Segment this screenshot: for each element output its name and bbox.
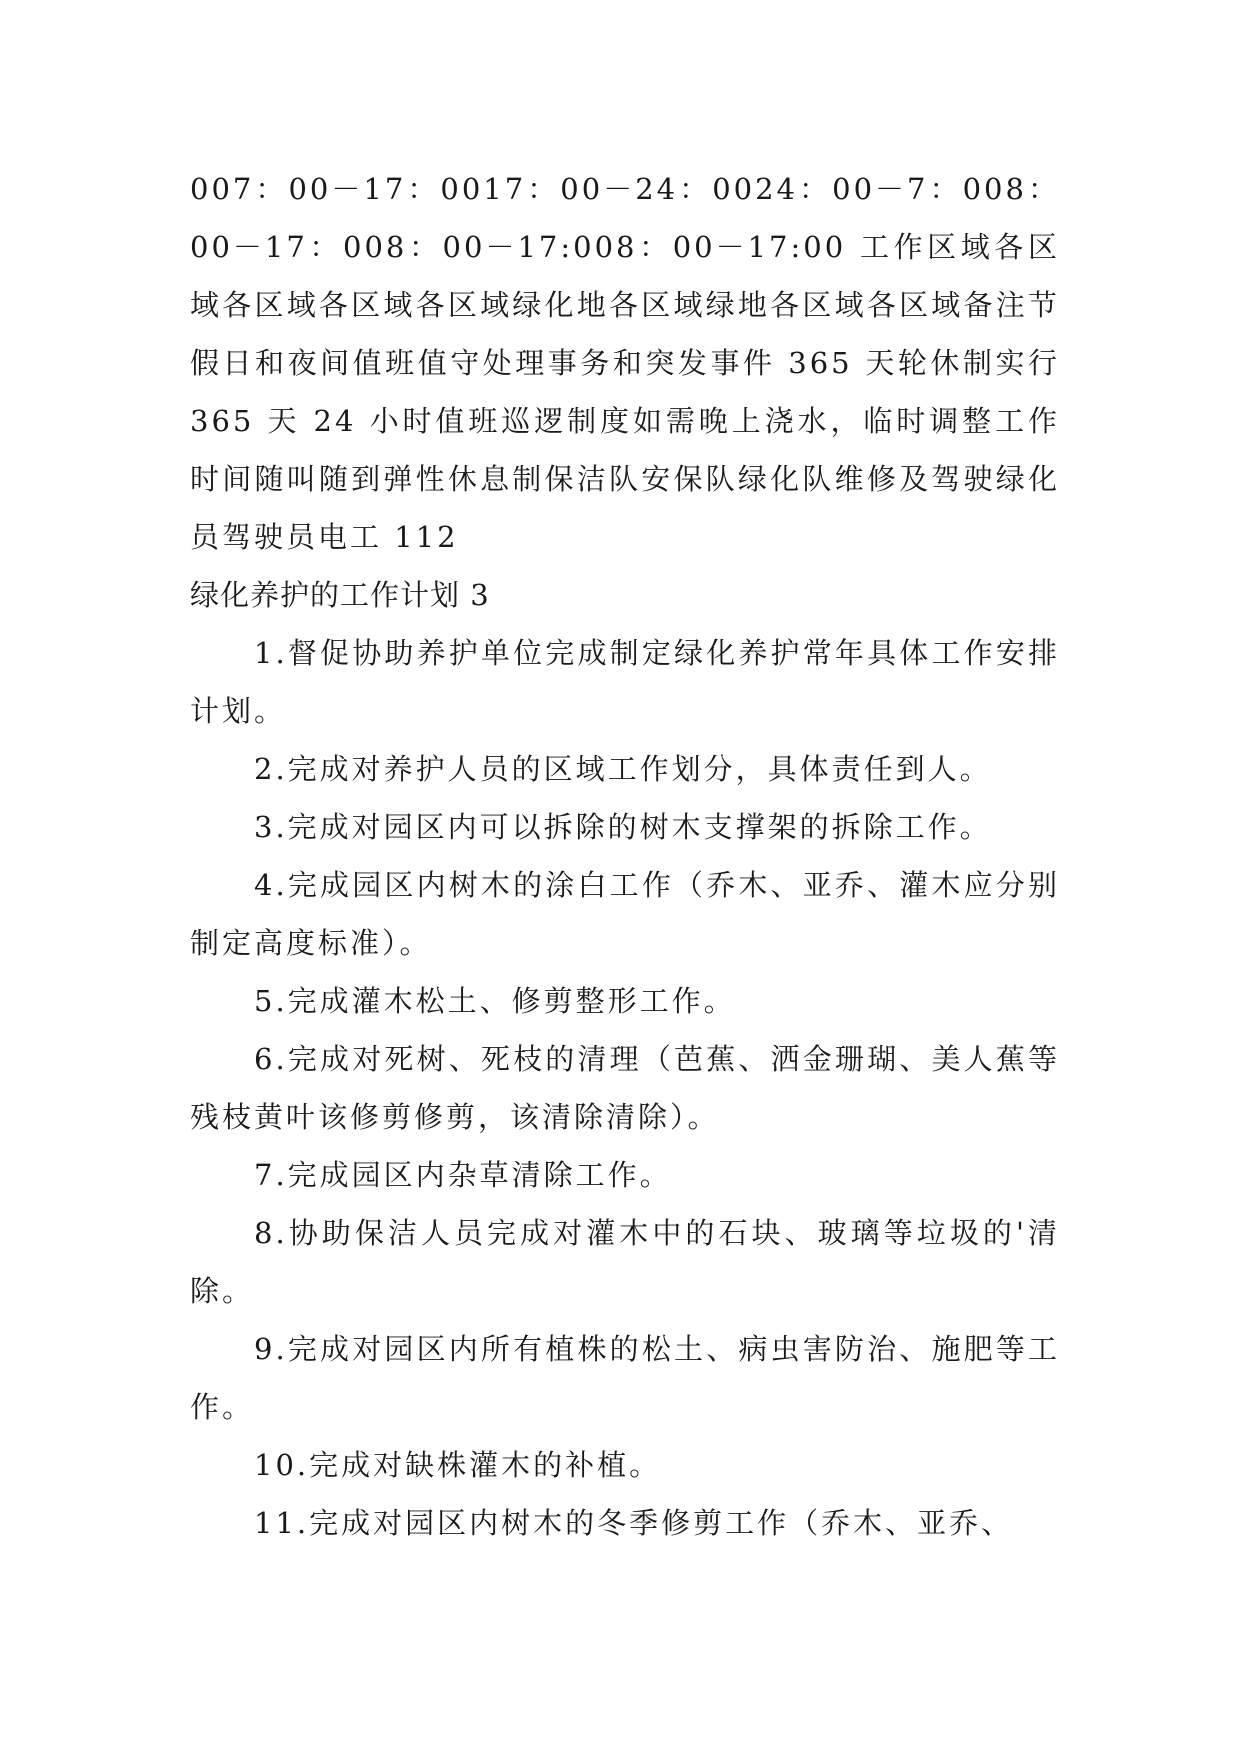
list-item: 3.完成对园区内可以拆除的树木支撑架的拆除工作。 <box>254 810 992 844</box>
section-title: 绿化养护的工作计划 3 <box>190 578 490 612</box>
intro-paragraph: 007：00－17：0017：00－24：0024：00－7：008：00－17：008：00－17:008：00－17:00 工作区域各区域各区域各区域各区域绿化地各区域绿地各区域各区域备注节假日和夜间值班值守处理事务和突发事件 365 天轮休制实行 365 天 24 小时值班巡逻制度如需晚上浇水，临时调整工作时间随叫随到弹性休息制保洁队安保队绿化队维修及驾驶绿化员驾驶员电工 112 <box>190 172 1060 554</box>
document-body <box>190 160 1060 1552</box>
list-item: 6.完成对死树、死枝的清理（芭蕉、洒金珊瑚、美人蕉等残枝黄叶该修剪修剪，该清除清除）。 <box>190 1042 1060 1134</box>
list-item: 7.完成园区内杂草清除工作。 <box>254 1158 672 1192</box>
list-item: 8.协助保洁人员完成对灌木中的石块、玻璃等垃圾的'清除。 <box>190 1216 1060 1308</box>
list-item: 9.完成对园区内所有植株的松土、病虫害防治、施肥等工作。 <box>190 1332 1060 1424</box>
list-item: 2.完成对养护人员的区域工作划分，具体责任到人。 <box>254 752 992 786</box>
list-item: 1.督促协助养护单位完成制定绿化养护常年具体工作安排计划。 <box>190 636 1060 728</box>
list-item: 10.完成对缺株灌木的补植。 <box>254 1448 662 1482</box>
list-item: 11.完成对园区内树木的冬季修剪工作（乔木、亚乔、 <box>254 1506 1014 1540</box>
list-item: 4.完成园区内树木的涂白工作（乔木、亚乔、灌木应分别制定高度标准）。 <box>190 868 1060 960</box>
list-item: 5.完成灌木松土、修剪整形工作。 <box>254 984 736 1018</box>
